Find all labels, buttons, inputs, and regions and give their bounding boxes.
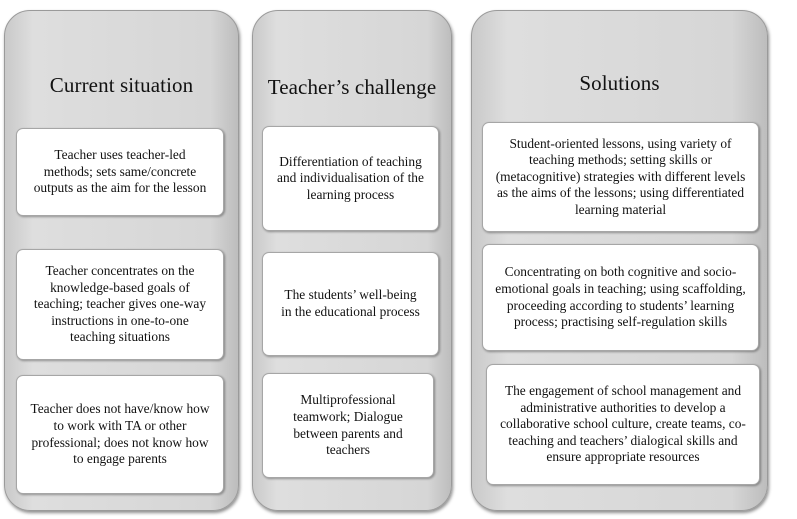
current-box-1: Teacher uses teacher-led methods; sets same/concrete outputs as the aim for the lesson: [16, 128, 224, 216]
challenge-box-2: The students’ well-being in the educational process: [262, 252, 439, 356]
column-title: Current situation: [49, 73, 194, 97]
column-teachers-challenge: [252, 10, 452, 511]
current-box-3: Teacher does not have/know how to work with TA or other professional; does not know how to engage parents: [16, 375, 224, 494]
challenge-box-1: Differentiation of teaching and individualisation of the learning process: [262, 126, 439, 231]
column-title: Teacher’s challenge: [267, 75, 437, 99]
solutions-box-2: Concentrating on both cognitive and socio-emotional goals in teaching; using scaffolding, proceeding according to students’ learning process; practising self-regulation skills: [482, 244, 759, 351]
current-box-2: Teacher concentrates on the knowledge-based goals of teaching; teacher gives one-way instructions in one-to-one teaching situations: [16, 249, 224, 360]
column-current-situation: [4, 10, 239, 511]
column-title: Solutions: [579, 71, 660, 95]
solutions-box-3: The engagement of school management and administrative authorities to develop a collaborative school culture, create teams, co-teaching and teachers’ dialogical skills and ensure appropriate resources: [486, 364, 760, 485]
challenge-box-3: Multiprofessional teamwork; Dialogue between parents and teachers: [262, 373, 434, 478]
column-solutions: [471, 10, 768, 511]
solutions-box-1: Student-oriented lessons, using variety of teaching methods; setting skills or (metacognitive) strategies with different levels as the aims of the lessons; using differentiated learning material: [482, 122, 759, 232]
